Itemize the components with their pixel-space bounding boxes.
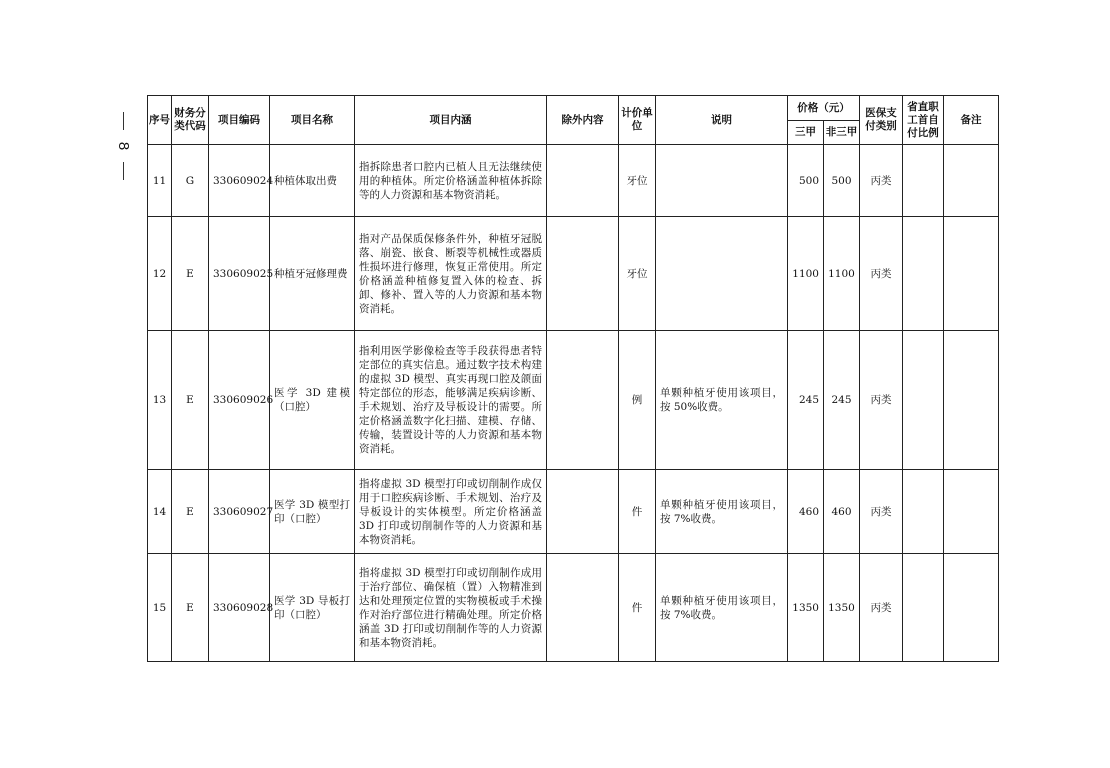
cell-memo <box>944 217 999 331</box>
cell-insurance: 丙类 <box>860 145 903 217</box>
cell-seq: 11 <box>148 145 172 217</box>
cell-insurance: 丙类 <box>860 217 903 331</box>
cell-remarks <box>656 217 788 331</box>
cell-name: 医学 3D 导板打印（口腔） <box>270 554 355 662</box>
cell-name: 种植牙冠修理费 <box>270 217 355 331</box>
cell-exclusions <box>547 470 619 554</box>
header-seq: 序号 <box>148 96 172 145</box>
cell-price-b: 245 <box>824 331 860 470</box>
cell-name: 医学 3D 建模（口腔） <box>270 331 355 470</box>
cell-remarks: 单颗种植牙使用该项目，按 7%收费。 <box>656 470 788 554</box>
page-number-dash-top <box>123 112 124 130</box>
cell-ratio <box>903 331 944 470</box>
cell-content: 指将虚拟 3D 模型打印或切削制作成仅用于口腔疾病诊断、手术规划、治疗及导板设计的实体模型。所定价格涵盖 3D 打印或切削制作等的人力资源和基本物资消耗。 <box>355 470 547 554</box>
cell-price-b: 500 <box>824 145 860 217</box>
cell-unit: 牙位 <box>619 145 656 217</box>
cell-category: E <box>172 331 209 470</box>
header-ratio: 省直职工首自付比例 <box>903 96 944 145</box>
cell-category: G <box>172 145 209 217</box>
cell-price-a: 245 <box>788 331 824 470</box>
cell-content: 指将虚拟 3D 模型打印或切削制作成用于治疗部位、确保植（置）入物精准到达和处理预定位置的实物模板或手术操作对治疗部位进行精确处理。所定价格涵盖 3D 打印或切削制作等的人力资源和基本物资消耗。 <box>355 554 547 662</box>
cell-ratio <box>903 145 944 217</box>
cell-content: 指拆除患者口腔内已植人且无法继续使用的种植体。所定价格涵盖种植体拆除等的人力资源和基本物资消耗。 <box>355 145 547 217</box>
cell-price-a: 1100 <box>788 217 824 331</box>
cell-price-b: 1350 <box>824 554 860 662</box>
cell-exclusions <box>547 217 619 331</box>
cell-seq: 15 <box>148 554 172 662</box>
cell-unit: 件 <box>619 470 656 554</box>
cell-category: E <box>172 217 209 331</box>
cell-unit: 件 <box>619 554 656 662</box>
table-row <box>148 217 999 331</box>
cell-code: 330609026 <box>209 331 270 470</box>
cell-insurance: 丙类 <box>860 554 903 662</box>
cell-ratio <box>903 554 944 662</box>
cell-code: 330609028 <box>209 554 270 662</box>
cell-exclusions <box>547 331 619 470</box>
cell-remarks: 单颗种植牙使用该项目，按 50%收费。 <box>656 331 788 470</box>
header-category: 财务分类代码 <box>172 96 209 145</box>
cell-remarks <box>656 145 788 217</box>
cell-code: 330609025 <box>209 217 270 331</box>
header-content: 项目内涵 <box>355 96 547 145</box>
header-unit: 计价单位 <box>619 96 656 145</box>
cell-price-b: 460 <box>824 470 860 554</box>
fee-table <box>147 95 999 662</box>
cell-seq: 13 <box>148 331 172 470</box>
header-memo: 备注 <box>944 96 999 145</box>
cell-exclusions <box>547 145 619 217</box>
table-body <box>148 145 999 662</box>
cell-price-a: 1350 <box>788 554 824 662</box>
cell-seq: 12 <box>148 217 172 331</box>
cell-unit: 例 <box>619 331 656 470</box>
cell-price-a: 500 <box>788 145 824 217</box>
cell-code: 330609027 <box>209 470 270 554</box>
page-number <box>113 112 133 192</box>
table-row <box>148 145 999 217</box>
page-number-text: 8 <box>115 141 132 151</box>
cell-exclusions <box>547 554 619 662</box>
header-price-a: 三甲 <box>788 121 824 145</box>
header-price-b: 非三甲 <box>824 121 860 145</box>
table-row <box>148 554 999 662</box>
cell-name: 医学 3D 模型打印（口腔） <box>270 470 355 554</box>
cell-price-b: 1100 <box>824 217 860 331</box>
cell-memo <box>944 554 999 662</box>
table-row <box>148 331 999 470</box>
cell-memo <box>944 331 999 470</box>
cell-code: 330609024 <box>209 145 270 217</box>
header-insurance: 医保支付类别 <box>860 96 903 145</box>
cell-unit: 牙位 <box>619 217 656 331</box>
cell-insurance: 丙类 <box>860 331 903 470</box>
cell-content: 指利用医学影像检查等手段获得患者特定部位的真实信息。通过数字技术构建的虚拟 3D 模型、真实再现口腔及颌面特定部位的形态，能够满足疾病诊断、手术规划、治疗及导板设计的需要。所定价格涵盖数字化扫描、建模、存储、传输，装置设计等的人力资源和基本物资消耗。 <box>355 331 547 470</box>
cell-memo <box>944 470 999 554</box>
header-exclusions: 除外内容 <box>547 96 619 145</box>
cell-remarks: 单颗种植牙使用该项目，按 7%收费。 <box>656 554 788 662</box>
cell-name: 种植体取出费 <box>270 145 355 217</box>
cell-price-a: 460 <box>788 470 824 554</box>
header-price: 价格（元） <box>788 96 860 121</box>
cell-ratio <box>903 217 944 331</box>
header-name: 项目名称 <box>270 96 355 145</box>
cell-content: 指对产品保质保修条件外，种植牙冠脱落、崩瓷、嵌食、断裂等机械性或器质性损坏进行修理，恢复正常使用。所定价格涵盖种植修复置入体的检查、拆卸、修补、置入等的人力资源和基本物资消耗。 <box>355 217 547 331</box>
table-row <box>148 470 999 554</box>
table-header <box>148 96 999 145</box>
header-code: 项目编码 <box>209 96 270 145</box>
cell-category: E <box>172 470 209 554</box>
cell-category: E <box>172 554 209 662</box>
cell-memo <box>944 145 999 217</box>
cell-insurance: 丙类 <box>860 470 903 554</box>
header-remarks: 说明 <box>656 96 788 145</box>
cell-ratio <box>903 470 944 554</box>
page-number-dash-bottom <box>123 162 124 180</box>
cell-seq: 14 <box>148 470 172 554</box>
